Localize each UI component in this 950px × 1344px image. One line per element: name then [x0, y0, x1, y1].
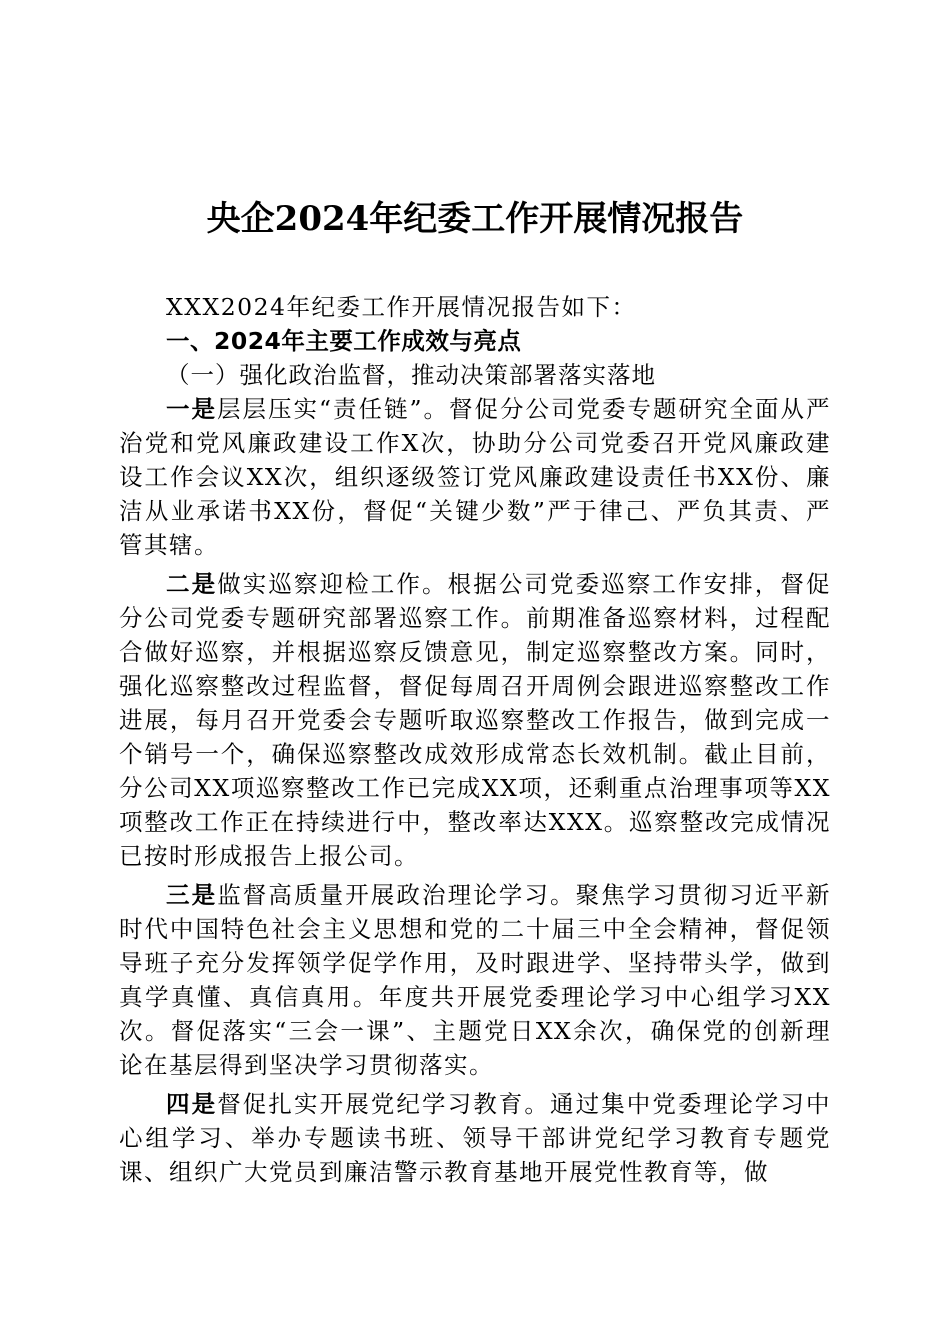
- item-paragraph-4: [119, 1087, 831, 1189]
- section-heading: 一、2024年主要工作成效与亮点: [166, 327, 522, 355]
- item-lead: 四是: [166, 1090, 218, 1118]
- intro-paragraph: XXX2024年纪委工作开展情况报告如下：: [166, 293, 637, 321]
- item-lead: 三是: [166, 881, 218, 909]
- item-paragraph-1: [119, 392, 831, 562]
- item-text: 监督高质量开展政治理论学习。聚焦学习贯彻习近平新时代中国特色社会主义思想和党的二十届三中全会精神，督促领导班子充分发挥领学促学作用，及时跟进学、坚持带头学，做到真学真懂、真信真用。年度共开展党委理论学习中心组学习XX次。督促落实“三会一课”、主题党日XX余次，确保党的创新理论在基层得到坚决学习贯彻落实。: [119, 881, 832, 1079]
- item-text: 督促扎实开展党纪学习教育。通过集中党委理论学习中心组学习、举办专题读书班、领导干部讲党纪学习教育专题党课、组织广大党员到廉洁警示教育基地开展党性教育等，做: [119, 1090, 832, 1186]
- document-title: 央企2024年纪委工作开展情况报告: [206, 199, 744, 239]
- item-paragraph-3: [119, 878, 831, 1082]
- document-body: [119, 290, 831, 1189]
- item-text: 层层压实“责任链”。督促分公司党委专题研究全面从严治党和党风廉政建设工作X次，协助分公司党委召开党风廉政建设工作会议XX次，组织逐级签订党风廉政建设责任书XX份、廉洁从业承诺书XX份，督促“关键少数”严于律己、严负其责、严管其辖。: [119, 395, 831, 559]
- item-lead: 二是: [166, 570, 218, 598]
- item-paragraph-2: [119, 567, 831, 873]
- subsection-heading: （一）强化政治监督，推动决策部署落实落地: [166, 361, 656, 389]
- item-lead: 一是: [166, 395, 217, 423]
- item-text: 做实巡察迎检工作。根据公司党委巡察工作安排，督促分公司党委专题研究部署巡察工作。前期准备巡察材料，过程配合做好巡察，并根据巡察反馈意见，制定巡察整改方案。同时，强化巡察整改过程监督，督促每周召开周例会跟进巡察整改工作进展，每月召开党委会专题听取巡察整改工作报告，做到完成一个销号一个，确保巡察整改成效形成常态长效机制。截止目前，分公司XX项巡察整改工作已完成XX项，还剩重点治理事项等XX项整改工作正在持续进行中，整改率达XXX。巡察整改完成情况已按时形成报告上报公司。: [119, 570, 832, 870]
